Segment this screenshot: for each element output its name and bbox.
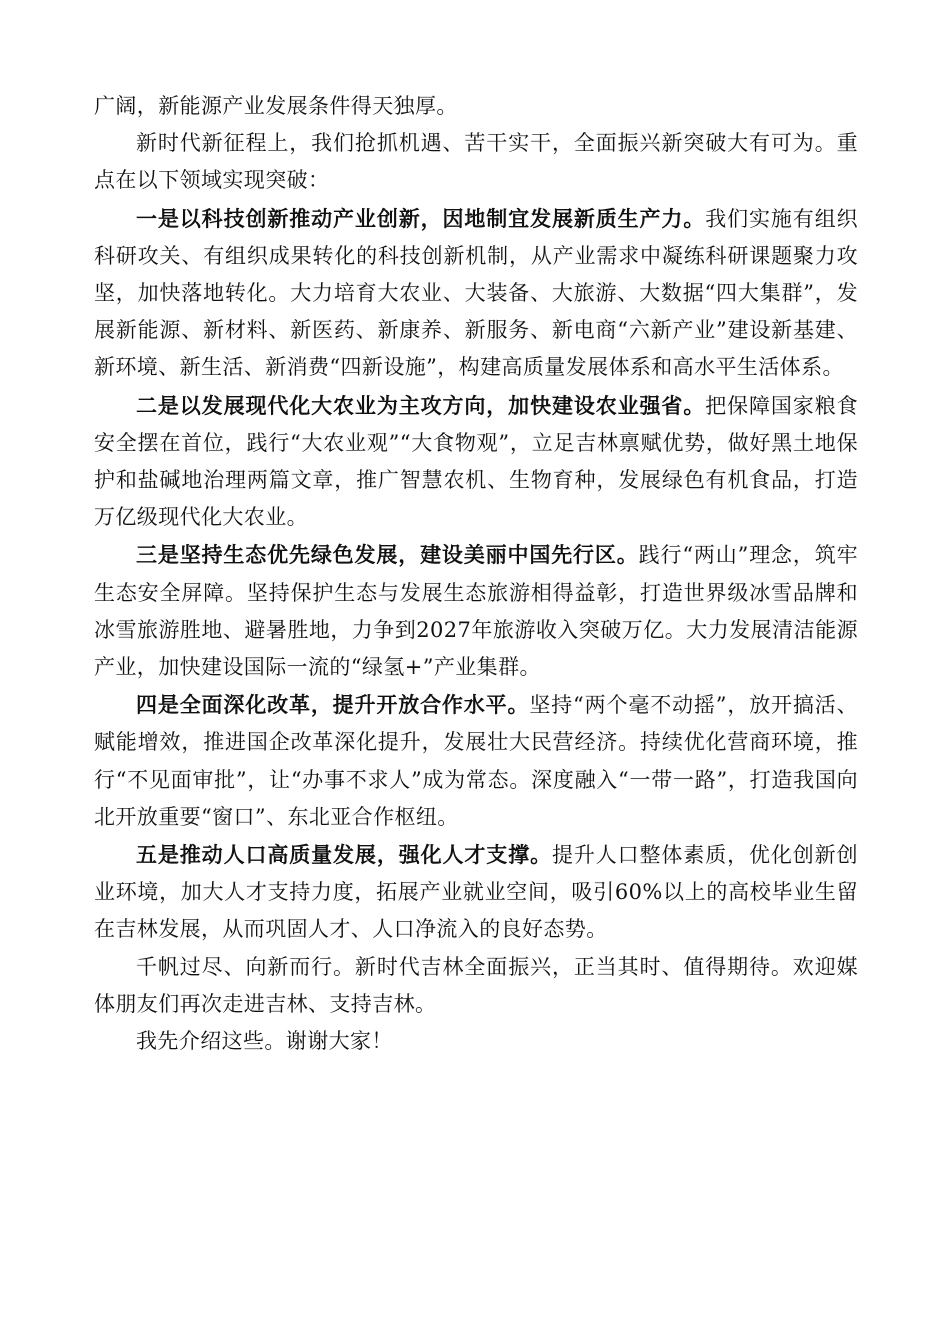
paragraph-text: 我们实施有组织科研攻关、有组织成果转化的科技创新机制，从产业需求中凝练科研课题聚力攻坚，加快落地转化。大力培育大农业、大装备、大旅游、大数据“四大集群”，发展新能源、新材料、新医药、新康养、新服务、新电商“六新产业”建设新基建、新环境、新生活、新消费“四新设施”，构建高质量发展体系和高水平生活体系。 [94,206,858,380]
paragraph-text: 我先介绍这些。谢谢大家！ [136,1029,393,1054]
paragraph-thanks [94,1023,858,1060]
paragraph-point-5 [94,836,858,949]
paragraph-lead: 五是推动人口高质量发展，强化人才支撑。 [136,842,552,868]
paragraph-lead: 四是全面深化改革，提升开放合作水平。 [136,692,530,718]
paragraph-text: 新时代新征程上，我们抢抓机遇、苦干实干，全面振兴新突破大有可为。重点在以下领域实现突破： [94,131,858,193]
paragraph-intro [94,125,858,199]
paragraph-lead: 三是坚持生态优先绿色发展，建设美丽中国先行区。 [136,542,639,568]
paragraph-text: 广阔，新能源产业发展条件得天独厚。 [94,94,458,118]
paragraph-text: 践行“两山”理念，筑牢生态安全屏障。坚持保护生态与发展生态旅游相得益彰，打造世界级冰雪品牌和冰雪旅游胜地、避暑胜地，力争到2027年旅游收入突破万亿。大力发展清洁能源产业，加快建设国际一流的“绿氢+”产业集群。 [94,543,859,680]
paragraph-point-1 [94,200,858,387]
document-page [94,88,858,1060]
paragraph-continuation [94,88,858,125]
paragraph-text: 千帆过尽、向新而行。新时代吉林全面振兴，正当其时、值得期待。欢迎媒体朋友们再次走进吉林、支持吉林。 [94,954,858,1016]
paragraph-lead: 二是以发展现代化大农业为主攻方向，加快建设农业强省。 [136,392,706,418]
paragraph-lead: 一是以科技创新推动产业创新，因地制宜发展新质生产力。 [136,205,706,231]
paragraph-text: 坚持“两个毫不动摇”，放开搞活、赋能增效，推进国企改革深化提升，发展壮大民营经济。持续优化营商环境，推行“不见面审批”，让“办事不求人”成为常态。深度融入“一带一路”，打造我国向北开放重要“窗口”、东北亚合作枢纽。 [94,693,858,829]
paragraph-text: 提升人口整体素质，优化创新创业环境，加大人才支持力度，拓展产业就业空间，吸引60%以上的高校毕业生留在吉林发展，从而巩固人才、人口净流入的良好态势。 [94,843,858,942]
paragraph-point-4 [94,686,858,836]
paragraph-point-3 [94,536,858,686]
paragraph-text: 把保障国家粮食安全摆在首位，践行“大农业观”“大食物观”，立足吉林禀赋优势，做好黑土地保护和盐碱地治理两篇文章，推广智慧农机、生物育种，发展绿色有机食品，打造万亿级现代化大农业。 [94,393,858,530]
paragraph-point-2 [94,387,858,537]
paragraph-closing [94,949,858,1023]
